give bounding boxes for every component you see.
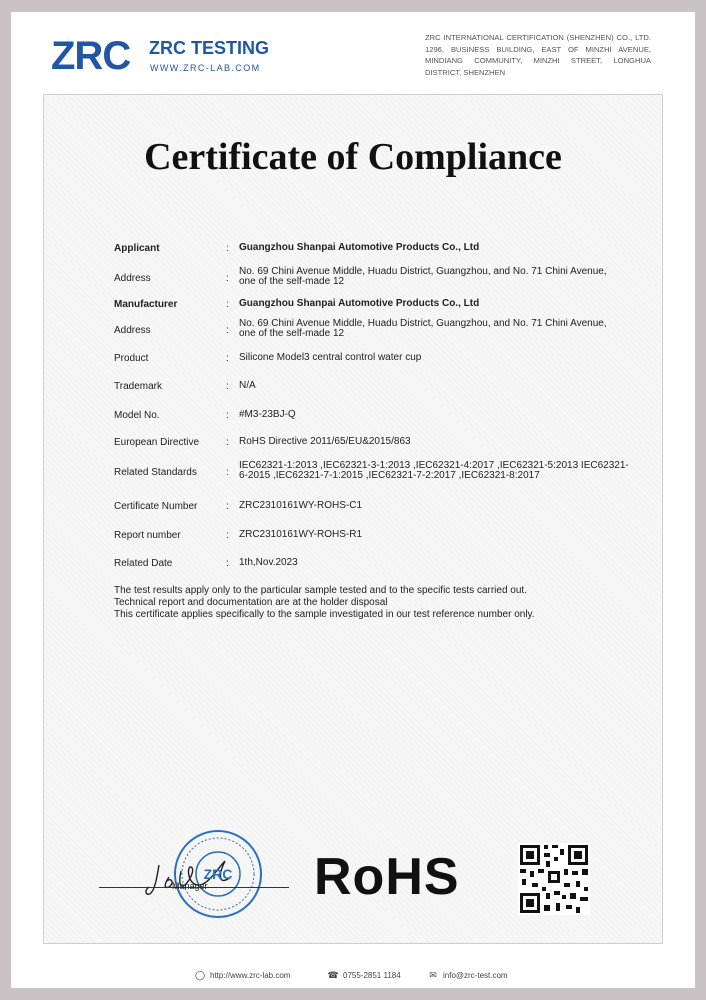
footer-web-text: http://www.zrc-lab.com — [210, 971, 291, 980]
colon: : — [226, 437, 229, 448]
colon: : — [226, 381, 229, 392]
address-label: Address — [114, 325, 151, 336]
colon: : — [226, 273, 229, 284]
applicant-label: Applicant — [114, 243, 160, 254]
certificate-page — [11, 12, 695, 988]
address-value: No. 69 Chini Avenue Middle, Huadu District, Guangzhou, and No. 71 Chini Avenue, one of the self-made 12 — [239, 266, 607, 287]
brand-website: WWW.ZRC-LAB.COM — [150, 63, 261, 73]
colon: : — [226, 353, 229, 364]
certificate-value: ZRC2310161WY-ROHS-C1 — [239, 500, 363, 511]
certificate-title: Certificate of Compliance — [144, 136, 562, 178]
trademark-value: N/A — [239, 380, 256, 391]
colon: : — [226, 530, 229, 541]
product-value: Silicone Model3 central control water cup — [239, 352, 422, 363]
colon: : — [226, 299, 229, 310]
phone-icon: ☎ — [327, 970, 339, 980]
manufacturer-label: Manufacturer — [114, 299, 178, 310]
colon: : — [226, 243, 229, 254]
colon: : — [226, 325, 229, 336]
address-value: No. 69 Chini Avenue Middle, Huadu District, Guangzhou, and No. 71 Chini Avenue, one of the self-made 12 — [239, 318, 607, 339]
certificate-label: Certificate Number — [114, 501, 198, 512]
globe-icon: ◯ — [194, 970, 206, 980]
rohs-mark: RoHS — [314, 848, 460, 906]
footer-phone[interactable] — [327, 970, 401, 981]
colon: : — [226, 501, 229, 512]
applicant-value: Guangzhou Shanpai Automotive Products Co., Ltd — [239, 242, 480, 253]
footer-email[interactable] — [427, 970, 508, 981]
note-line: Technical report and documentation are at the holder disposal — [114, 597, 388, 608]
manager-label: Manager — [172, 881, 208, 891]
directive-label: European Directive — [114, 437, 200, 448]
manufacturer-value: Guangzhou Shanpai Automotive Products Co., Ltd — [239, 298, 480, 309]
report-value: ZRC2310161WY-ROHS-R1 — [239, 529, 363, 540]
company-address: ZRC INTERNATIONAL CERTIFICATION (SHENZHEN) CO., LTD. 1296, BUSINESS BUILDING, EAST OF MINZHI AVENUE, MINDIANG COMMUNITY, MINZHI STREET, LONGHUA DISTRICT, SHENZHEN — [425, 33, 651, 77]
directive-value: RoHS Directive 2011/65/EU&2015/863 — [239, 436, 411, 447]
qr-code-icon — [518, 843, 590, 915]
standards-label: Related Standards — [114, 467, 197, 478]
footer-email-text: info@zrc-test.com — [443, 971, 508, 980]
logo-letters: ZRC — [51, 34, 131, 78]
mail-icon: ✉ — [429, 970, 437, 980]
svg-text:ZRC: ZRC — [203, 866, 233, 882]
report-label: Report number — [114, 530, 181, 541]
note-line: This certificate applies specifically to the sample investigated in our test reference number only. — [114, 609, 535, 620]
footer — [11, 970, 706, 984]
brand-name: ZRC TESTING — [149, 38, 269, 58]
date-value: 1th,Nov.2023 — [239, 557, 298, 568]
standards-value: IEC62321-1:2013 ,IEC62321-3-1:2013 ,IEC62321-4:2017 ,IEC62321-5:2013 IEC62321-6-2015 ,IEC62321-7-1:2015 ,IEC62321-7-2:2017 ,IEC62321-8:2017 — [239, 460, 629, 481]
address-label: Address — [114, 273, 151, 284]
certificate-frame — [43, 94, 663, 944]
zrc-logo — [51, 34, 281, 84]
footer-phone-text: 0755-2851 1184 — [343, 971, 401, 980]
colon: : — [226, 558, 229, 569]
date-label: Related Date — [114, 558, 173, 569]
model-value: #M3-23BJ-Q — [239, 409, 296, 420]
colon: : — [226, 410, 229, 421]
notes-block — [114, 585, 535, 621]
trademark-label: Trademark — [114, 381, 162, 392]
product-label: Product — [114, 353, 149, 364]
colon: : — [226, 467, 229, 478]
note-line: The test results apply only to the particular sample tested and to the specific tests carried out. — [114, 585, 527, 596]
model-label: Model No. — [114, 410, 160, 421]
footer-web[interactable] — [194, 970, 290, 981]
zrc-stamp-icon — [172, 828, 264, 920]
